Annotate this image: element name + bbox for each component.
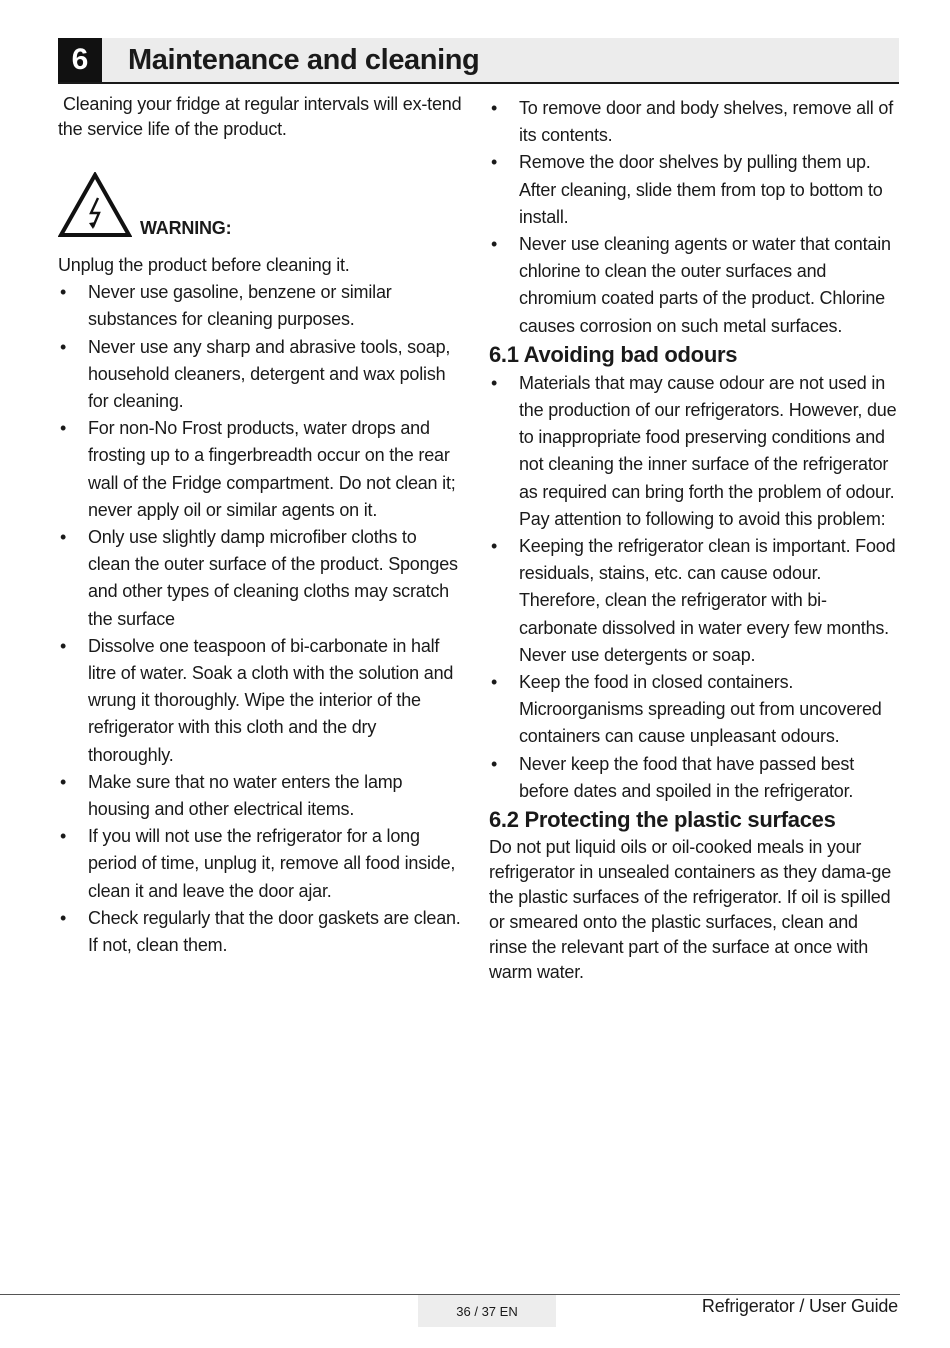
chapter-number: 6 [58, 38, 102, 82]
list-item: • For non-No Frost products, water drops and frosting up to a fingerbreadth occur on the rear wall of the Fridge compartment. Do not clean it; never apply oil or similar agents on it. [58, 415, 462, 524]
list-item: • Keep the food in closed containers. Microorganisms spreading out from uncovered containers can cause unpleasant odours. [489, 669, 899, 751]
odours-bullet-list [489, 370, 899, 805]
list-item: • Keeping the refrigerator clean is important. Food residuals, stains, etc. can cause odour. Therefore, clean the refrigerator with bi-carbonate dissolved in water every few months. Never use detergents or soap. [489, 533, 899, 669]
list-item: • Never use cleaning agents or water that contain chlorine to clean the outer surfaces and chromium coated parts of the product. Chlorine causes corrosion on such metal surfaces. [489, 231, 899, 340]
electric-warning-icon [58, 172, 132, 238]
warning-block [58, 172, 462, 252]
list-item: • If you will not use the refrigerator for a long period of time, unplug it, remove all food inside, clean it and leave the door ajar. [58, 823, 462, 905]
right-column [489, 95, 899, 985]
chapter-header [58, 38, 899, 84]
list-item: • Never use any sharp and abrasive tools, soap, household cleaners, detergent and wax polish for cleaning. [58, 334, 462, 416]
footer-guide-title: Refrigerator / User Guide [701, 1296, 898, 1316]
list-item: • Remove the door shelves by pulling them up. After cleaning, slide them from top to bottom to install. [489, 149, 899, 231]
unplug-text: Unplug the product before cleaning it. [58, 255, 350, 275]
left-bullet-list [58, 279, 462, 959]
chapter-title: Maintenance and cleaning [128, 44, 480, 76]
list-item: • Check regularly that the door gaskets are clean. If not, clean them. [58, 905, 462, 959]
left-column [58, 92, 462, 959]
list-item: • Never keep the food that have passed best before dates and spoiled in the refrigerator. [489, 751, 899, 805]
right-bullet-list [489, 95, 899, 340]
list-item: • Materials that may cause odour are not used in the production of our refrigerators. However, due to inappropriate food preserving conditions and not cleaning the inner surface of the refrigerator as required can bring forth the problem of odour. Pay attention to following to avoid this problem: [489, 370, 899, 533]
section-heading-odours: 6.1 Avoiding bad odours [489, 341, 738, 367]
section-heading-plastic: 6.2 Protecting the plastic surfaces [489, 807, 836, 833]
list-item: • Only use slightly damp microfiber cloths to clean the outer surface of the product. Sponges and other types of cleaning cloths may scratch the surface [58, 524, 462, 633]
plastic-paragraph: Do not put liquid oils or oil-cooked meals in your refrigerator in unsealed containers as they dama-ge the plastic surfaces of the refrigerator. If oil is spilled or smeared onto the plastic surfaces, clean and rinse the relevant part of the surface at once with warm water. [489, 837, 892, 983]
list-item: • Never use gasoline, benzene or similar substances for cleaning purposes. [58, 279, 462, 333]
list-item: • To remove door and body shelves, remove all of its contents. [489, 95, 899, 149]
list-item: • Make sure that no water enters the lamp housing and other electrical items. [58, 769, 462, 823]
warning-label: WARNING: [140, 218, 232, 238]
list-item: • Dissolve one teaspoon of bi-carbonate in half litre of water. Soak a cloth with the solution and wrung it thoroughly. Wipe the interior of the refrigerator with this cloth and the dry thoroughly. [58, 633, 462, 769]
page-number: 36 / 37 EN [418, 1295, 556, 1327]
intro-text: Cleaning your fridge at regular intervals will ex-tend the service life of the product. [58, 94, 462, 139]
